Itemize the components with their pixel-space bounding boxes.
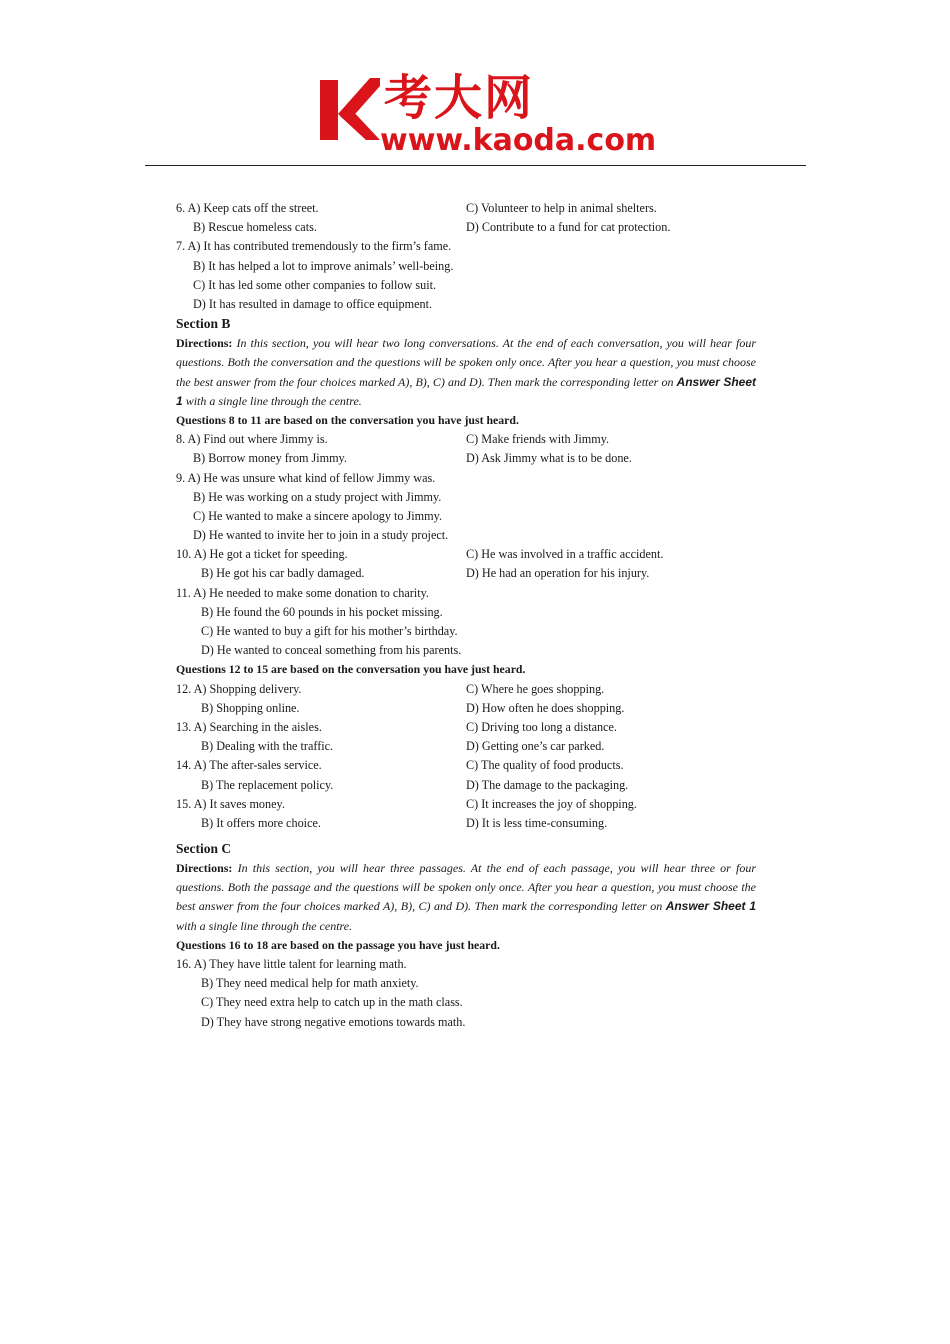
option-a: A) They have little talent for learning math. xyxy=(193,957,407,972)
question-number: 9. xyxy=(176,470,186,485)
option-b: B) Borrow money from Jimmy. xyxy=(193,451,347,466)
question-10-row2 xyxy=(176,564,756,583)
option-d: D) He had an operation for his injury. xyxy=(466,566,650,581)
question-13-row1 xyxy=(176,718,756,737)
question-7-option-b: B) It has helped a lot to improve animals’ well-being. xyxy=(193,258,454,273)
question-6-row2 xyxy=(176,218,756,237)
option-a: A) He was unsure what kind of fellow Jimmy was. xyxy=(187,470,436,485)
question-number: 7. xyxy=(176,239,186,254)
question-13-row2 xyxy=(176,737,756,756)
question-15-row1 xyxy=(176,795,756,814)
option-b: B) Rescue homeless cats. xyxy=(193,220,317,235)
option-c: C) Driving too long a distance. xyxy=(466,719,617,734)
option-d: D) The damage to the packaging. xyxy=(466,777,629,792)
answer-sheet-label: Answer Sheet 1 xyxy=(665,899,757,914)
exam-content xyxy=(176,199,756,1032)
option-a: A) He got a ticket for speeding. xyxy=(193,547,348,562)
option-d: D) Ask Jimmy what is to be done. xyxy=(466,451,632,466)
option-d: D) Contribute to a fund for cat protection. xyxy=(466,220,671,235)
option-c: C) The quality of food products. xyxy=(466,758,624,773)
option-a: A) Searching in the aisles. xyxy=(193,719,322,734)
logo-chinese-text: 考大网 xyxy=(384,70,535,126)
question-7-option-c: C) It has led some other companies to follow suit. xyxy=(193,277,437,292)
question-16-option-a xyxy=(176,955,756,974)
option-c: C) Where he goes shopping. xyxy=(466,681,605,696)
section-c-directions xyxy=(176,859,756,936)
question-number: 16. xyxy=(176,957,192,972)
question-number: 15. xyxy=(176,796,192,811)
question-number: 12. xyxy=(176,681,192,696)
header-divider xyxy=(145,165,806,166)
option-d: D) Getting one’s car parked. xyxy=(466,739,605,754)
question-9-option-a xyxy=(176,469,756,488)
question-number: 10. xyxy=(176,547,192,562)
question-11-option-b: B) He found the 60 pounds in his pocket missing. xyxy=(201,604,443,619)
option-b: B) Dealing with the traffic. xyxy=(201,739,334,754)
question-8-row2 xyxy=(176,449,756,468)
question-11-option-c: C) He wanted to buy a gift for his mother’s birthday. xyxy=(201,624,458,638)
question-7-option-d: D) It has resulted in damage to office equipment. xyxy=(193,296,433,311)
question-10-row1 xyxy=(176,545,756,564)
option-d: D) It is less time-consuming. xyxy=(466,815,608,830)
questions-16-18-heading: Questions 16 to 18 are based on the passage you have just heard. xyxy=(176,937,500,952)
option-a: A) It has contributed tremendously to the firm’s fame. xyxy=(187,239,452,254)
question-8-row1 xyxy=(176,430,756,449)
section-b-directions xyxy=(176,334,756,411)
option-b: B) He got his car badly damaged. xyxy=(201,566,365,581)
question-6-row1 xyxy=(176,199,756,218)
option-a: A) Keep cats off the street. xyxy=(187,201,319,215)
option-b: B) The replacement policy. xyxy=(201,777,334,792)
directions-text-1: In this section, you will hear three passages. At the end of each passage, you will hear three or four questions. Both the passage and the questions will be spoken only once. After you hear a question, you must choose the best answer from the four choices marked A), B), C) and D). Then mark the corresponding letter on xyxy=(176,861,756,914)
option-c: C) He was involved in a traffic accident. xyxy=(466,547,664,562)
question-number: 11. xyxy=(176,585,191,600)
question-15-row2 xyxy=(176,814,756,833)
question-number: 13. xyxy=(176,719,192,734)
question-14-row1 xyxy=(176,756,756,775)
question-number: 8. xyxy=(176,432,186,447)
question-9-option-d: D) He wanted to invite her to join in a study project. xyxy=(193,528,449,543)
k-logo-icon xyxy=(318,74,380,146)
option-a: A) Find out where Jimmy is. xyxy=(187,432,328,447)
option-a: A) The after-sales service. xyxy=(193,758,322,773)
question-number: 6. xyxy=(176,201,186,215)
question-12-row2 xyxy=(176,699,756,718)
option-c: C) Volunteer to help in animal shelters. xyxy=(466,201,657,215)
question-11-option-d: D) He wanted to conceal something from his parents. xyxy=(201,643,462,658)
directions-text-1: In this section, you will hear two long conversations. At the end of each conversation, you will hear four questions. Both the conversation and the questions will be spoken only once. After you hear a question, you must choose the best answer from the four choices marked A), B), C) and D). Then mark the corresponding letter on xyxy=(176,336,756,389)
question-16-option-c: C) They need extra help to catch up in the math class. xyxy=(201,995,463,1010)
question-16-option-b: B) They need medical help for math anxiety. xyxy=(201,976,419,991)
section-b-title: Section B xyxy=(176,316,231,332)
questions-12-15-heading: Questions 12 to 15 are based on the conversation you have just heard. xyxy=(176,662,526,677)
directions-text-2: with a single line through the centre. xyxy=(182,393,362,408)
question-14-row2 xyxy=(176,776,756,795)
option-d: D) How often he does shopping. xyxy=(466,700,625,715)
question-number: 14. xyxy=(176,758,192,773)
question-16-option-d: D) They have strong negative emotions towards math. xyxy=(201,1014,466,1029)
option-c: C) Make friends with Jimmy. xyxy=(466,432,610,447)
directions-label: Directions: xyxy=(176,336,233,351)
directions-label: Directions: xyxy=(176,861,233,876)
option-b: B) It offers more choice. xyxy=(201,815,321,830)
questions-8-11-heading: Questions 8 to 11 are based on the conversation you have just heard. xyxy=(176,412,519,427)
option-a: A) Shopping delivery. xyxy=(193,681,302,696)
option-b: B) Shopping online. xyxy=(201,700,300,715)
question-9-option-b: B) He was working on a study project with Jimmy. xyxy=(193,489,442,504)
section-c-title: Section C xyxy=(176,841,232,857)
answer-sheet-label: Answer Sheet 1 xyxy=(176,374,756,408)
option-c: C) It increases the joy of shopping. xyxy=(466,796,637,811)
option-a: A) It saves money. xyxy=(193,796,285,811)
question-9-option-c: C) He wanted to make a sincere apology to Jimmy. xyxy=(193,508,442,523)
directions-text-2: with a single line through the centre. xyxy=(176,918,353,933)
question-11-option-a xyxy=(176,584,756,603)
question-12-row1 xyxy=(176,680,756,699)
logo-url-text: www.kaoda.com xyxy=(380,123,657,158)
kaoda-logo[interactable] xyxy=(318,70,657,164)
question-7-option-a xyxy=(176,237,756,256)
option-a: A) He needed to make some donation to charity. xyxy=(193,585,429,600)
